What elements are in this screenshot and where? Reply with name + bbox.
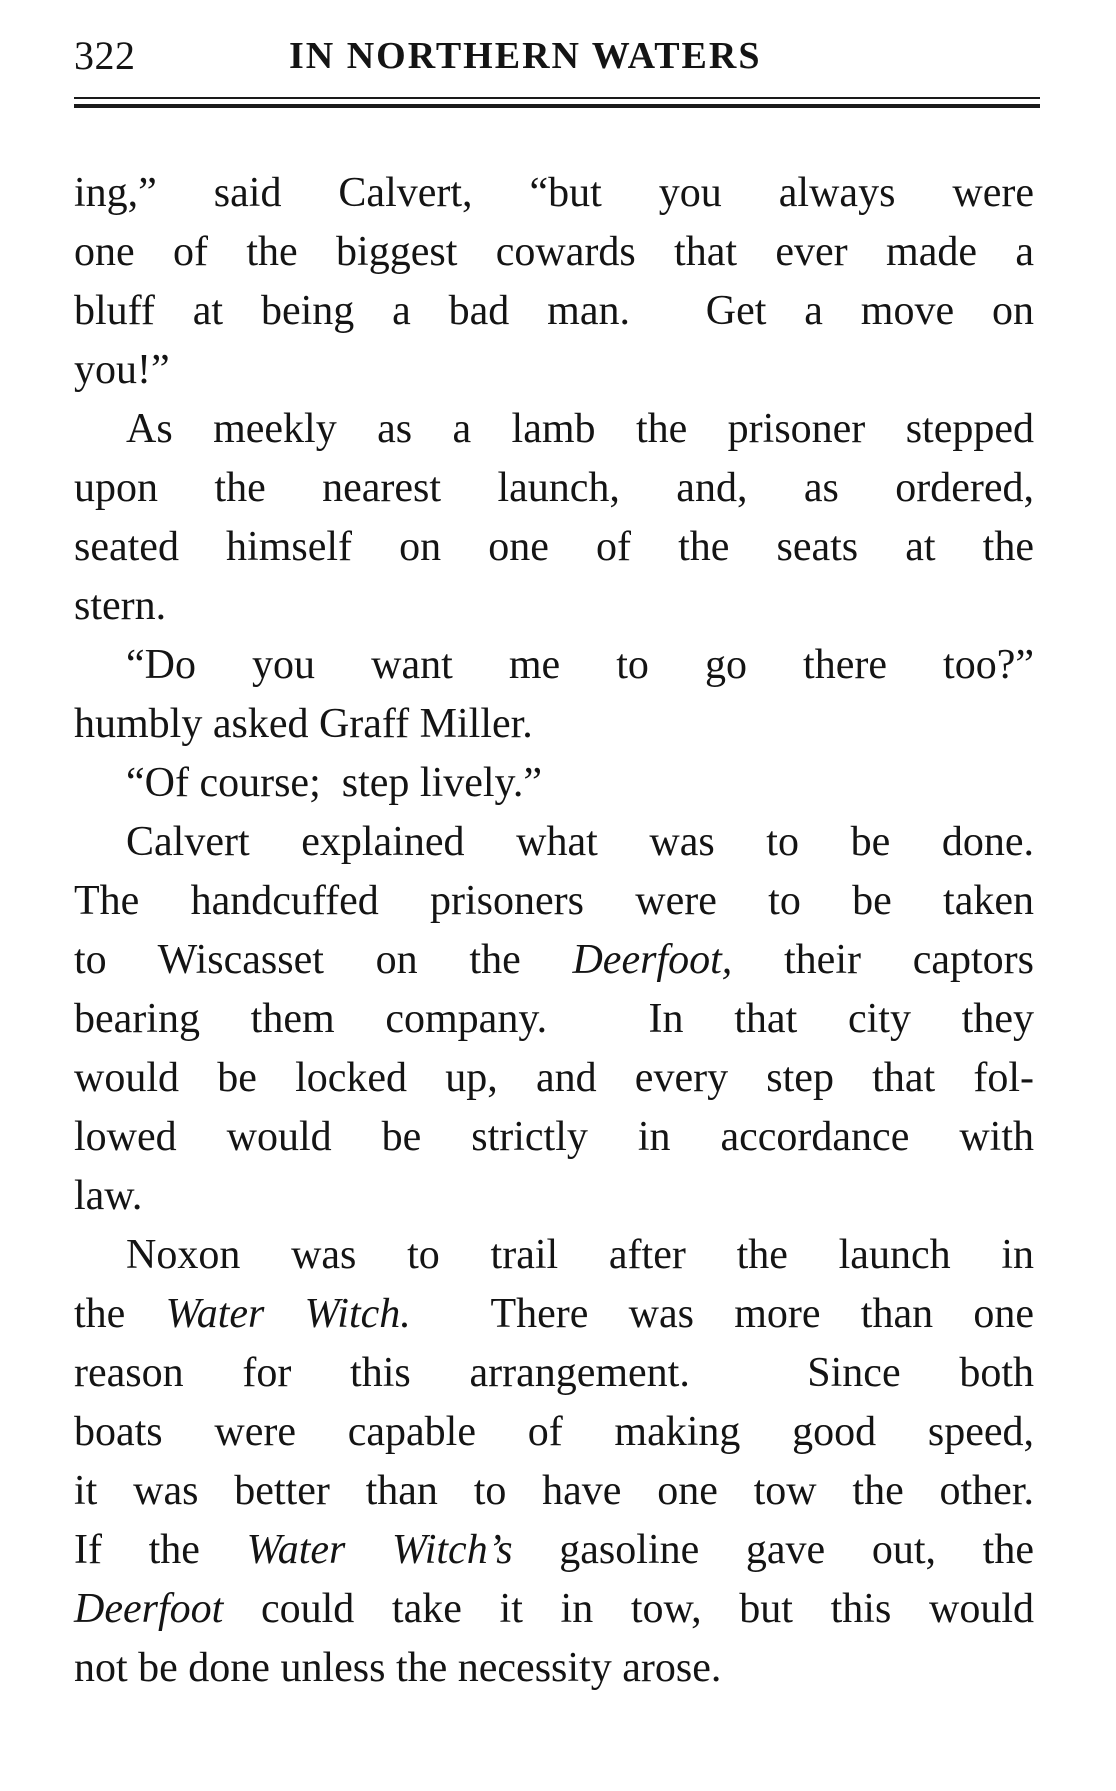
text-line — [74, 994, 1034, 1053]
text-line — [74, 699, 1034, 758]
text-segment: stern. — [74, 583, 167, 629]
text-line — [74, 1171, 1034, 1230]
text-segment: the — [74, 1291, 166, 1337]
text-line — [74, 581, 1034, 640]
text-line — [74, 876, 1034, 935]
text-segment: seated himself on one of the seats at the — [74, 524, 1034, 570]
italic-text: Deerfoot — [74, 1586, 224, 1632]
page-header — [74, 28, 1040, 84]
text-line — [74, 1053, 1034, 1112]
header-rule-thin — [74, 97, 1040, 99]
text-segment: “Do you want me to go there too?” — [126, 642, 1034, 688]
text-segment: could take it in tow, but this would — [223, 1586, 1034, 1632]
text-line — [74, 1289, 1034, 1348]
text-segment: humbly asked Graff Miller. — [74, 701, 533, 747]
italic-text: Water Witch. — [165, 1291, 411, 1337]
text-line — [74, 1348, 1034, 1407]
text-segment: Calvert explained what was to be done. — [126, 819, 1034, 865]
text-line — [74, 1112, 1034, 1171]
text-segment: Noxon was to trail after the launch in — [126, 1232, 1034, 1278]
text-segment: reason for this arrangement. Since both — [74, 1350, 1034, 1396]
text-segment: would be locked up, and every step that fol- — [74, 1055, 1034, 1101]
text-line — [74, 1525, 1034, 1584]
text-segment: gasoline gave out, the — [512, 1527, 1034, 1573]
text-segment: one of the biggest cowards that ever made a — [74, 229, 1034, 275]
header-rule-thick — [74, 104, 1040, 108]
text-segment: “Of course; step lively.” — [126, 760, 542, 806]
text-line — [74, 227, 1034, 286]
body-text — [74, 168, 1034, 1702]
text-segment: boats were capable of making good speed, — [74, 1409, 1034, 1455]
text-line — [74, 1230, 1034, 1289]
text-segment: bluff at being a bad man. Get a move on — [74, 288, 1034, 334]
text-segment: lowed would be strictly in accordance with — [74, 1114, 1034, 1160]
text-segment: The handcuffed prisoners were to be taken — [74, 878, 1034, 924]
italic-text: Deerfoot, — [572, 937, 733, 983]
running-title: IN NORTHERN WATERS — [289, 35, 762, 77]
text-segment: you!” — [74, 347, 170, 393]
text-segment: If the — [74, 1527, 247, 1573]
text-segment: ing,” said Calvert, “but you always were — [74, 170, 1034, 216]
text-line — [74, 758, 1034, 817]
page-number: 322 — [74, 33, 136, 78]
text-line — [74, 286, 1034, 345]
text-segment: upon the nearest launch, and, as ordered, — [74, 465, 1034, 511]
text-line — [74, 935, 1034, 994]
italic-text: Water Witch’s — [246, 1527, 513, 1573]
text-line — [74, 1407, 1034, 1466]
text-line — [74, 463, 1034, 522]
text-line — [74, 522, 1034, 581]
text-segment: bearing them company. In that city they — [74, 996, 1034, 1042]
text-line — [74, 168, 1034, 227]
text-segment: There was more than one — [410, 1291, 1034, 1337]
text-line — [74, 1466, 1034, 1525]
text-segment: As meekly as a lamb the prisoner stepped — [126, 406, 1034, 452]
text-line — [74, 1643, 1034, 1702]
text-segment: law. — [74, 1173, 143, 1219]
text-line — [74, 404, 1034, 463]
text-line — [74, 817, 1034, 876]
text-line — [74, 640, 1034, 699]
text-line — [74, 1584, 1034, 1643]
text-segment: their captors — [732, 937, 1035, 983]
text-segment: it was better than to have one tow the other. — [74, 1468, 1034, 1514]
text-line — [74, 345, 1034, 404]
text-segment: to Wiscasset on the — [74, 937, 573, 983]
text-segment: not be done unless the necessity arose. — [74, 1645, 722, 1691]
